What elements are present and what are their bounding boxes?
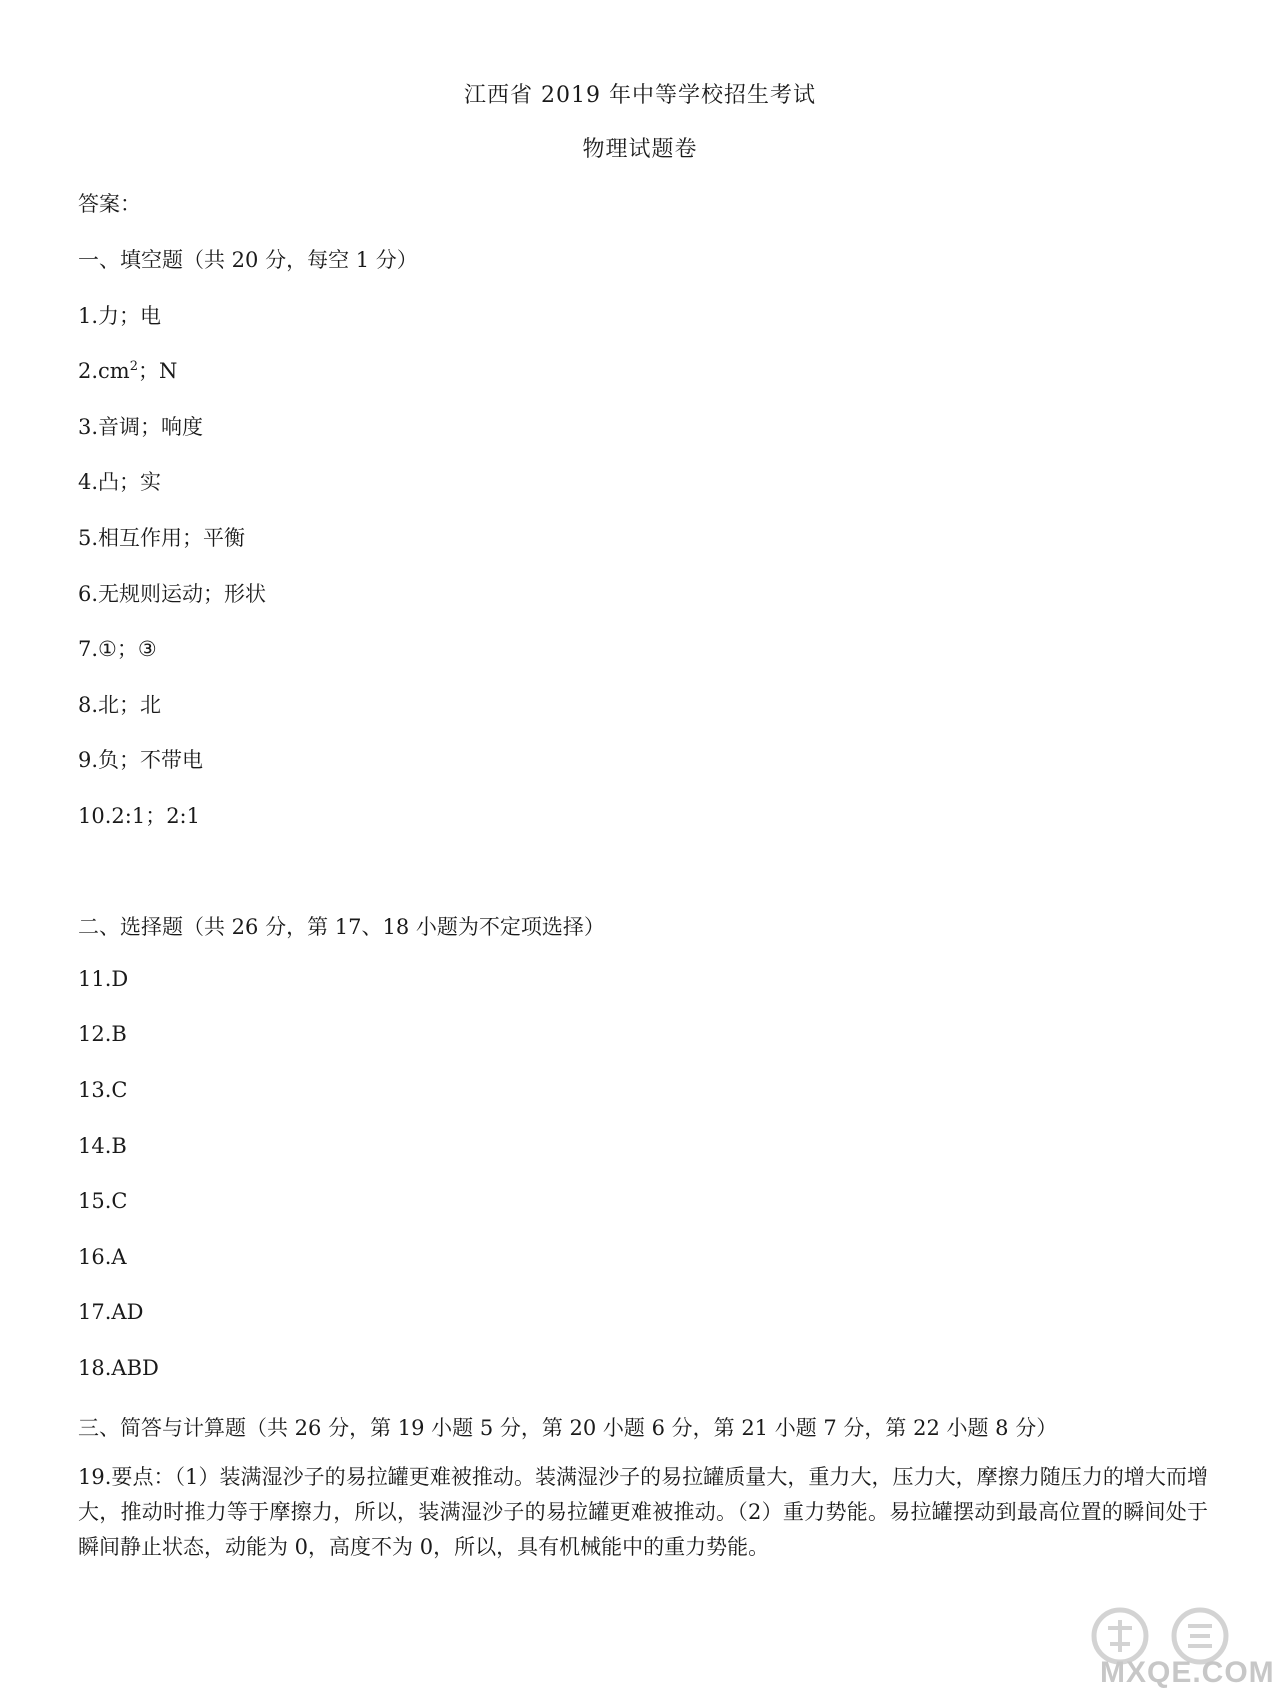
section-heading-fill-blank: 一、填空题（共 20 分，每空 1 分） <box>78 248 418 272</box>
answer-item: 3.音调；响度 <box>78 415 204 439</box>
answers-label: 答案： <box>78 192 141 216</box>
answer-item: 11.D <box>78 967 129 991</box>
answer-item: 8.北；北 <box>78 693 162 717</box>
answer-item-suffix: ；N <box>138 359 178 383</box>
answer-item: 18.ABD <box>78 1356 159 1380</box>
watermark-text: MXQE.COM <box>1100 1656 1275 1689</box>
answer-item-prefix: 2.cm <box>78 359 130 383</box>
answer-item: 9.负；不带电 <box>78 748 204 772</box>
section-heading-short-answer: 三、简答与计算题（共 26 分，第 19 小题 5 分，第 20 小题 6 分，第 21 小题 7 分，第 22 小题 8 分） <box>78 1416 1058 1440</box>
exam-title: 江西省 2019 年中等学校招生考试 <box>464 83 816 108</box>
site-watermark <box>1060 1598 1275 1690</box>
answer-item: 4.凸；实 <box>78 470 162 494</box>
answer-item: 6.无规则运动；形状 <box>78 582 267 606</box>
answer-item: 7.①；③ <box>78 637 157 661</box>
answer-item: 5.相互作用；平衡 <box>78 526 246 550</box>
answer-item: 17.AD <box>78 1300 144 1324</box>
paper-title: 物理试题卷 <box>582 137 698 162</box>
answer-paragraph-q19: 19.要点：（1）装满湿沙子的易拉罐更难被推动。装满湿沙子的易拉罐质量大，重力大，压力大，摩擦力随压力的增大而增大，推动时推力等于摩擦力，所以，装满湿沙子的易拉罐更难被推动。（2）重力势能。易拉罐摆动到最高位置的瞬间处于瞬间静止状态，动能为 0，高度不为 0，所以，具有机械能中的重力势能。 <box>78 1465 1208 1559</box>
superscript: 2 <box>129 359 138 374</box>
answer-item: 10.2:1；2:1 <box>78 804 200 828</box>
answer-item: 14.B <box>78 1134 127 1158</box>
section-heading-choice: 二、选择题（共 26 分，第 17、18 小题为不定项选择） <box>78 915 605 939</box>
answer-item: 15.C <box>78 1189 128 1213</box>
answer-item: 12.B <box>78 1022 127 1046</box>
answer-item <box>78 355 177 385</box>
answer-item: 1.力；电 <box>78 304 162 328</box>
answer-item: 16.A <box>78 1245 127 1269</box>
answer-item: 13.C <box>78 1078 128 1102</box>
